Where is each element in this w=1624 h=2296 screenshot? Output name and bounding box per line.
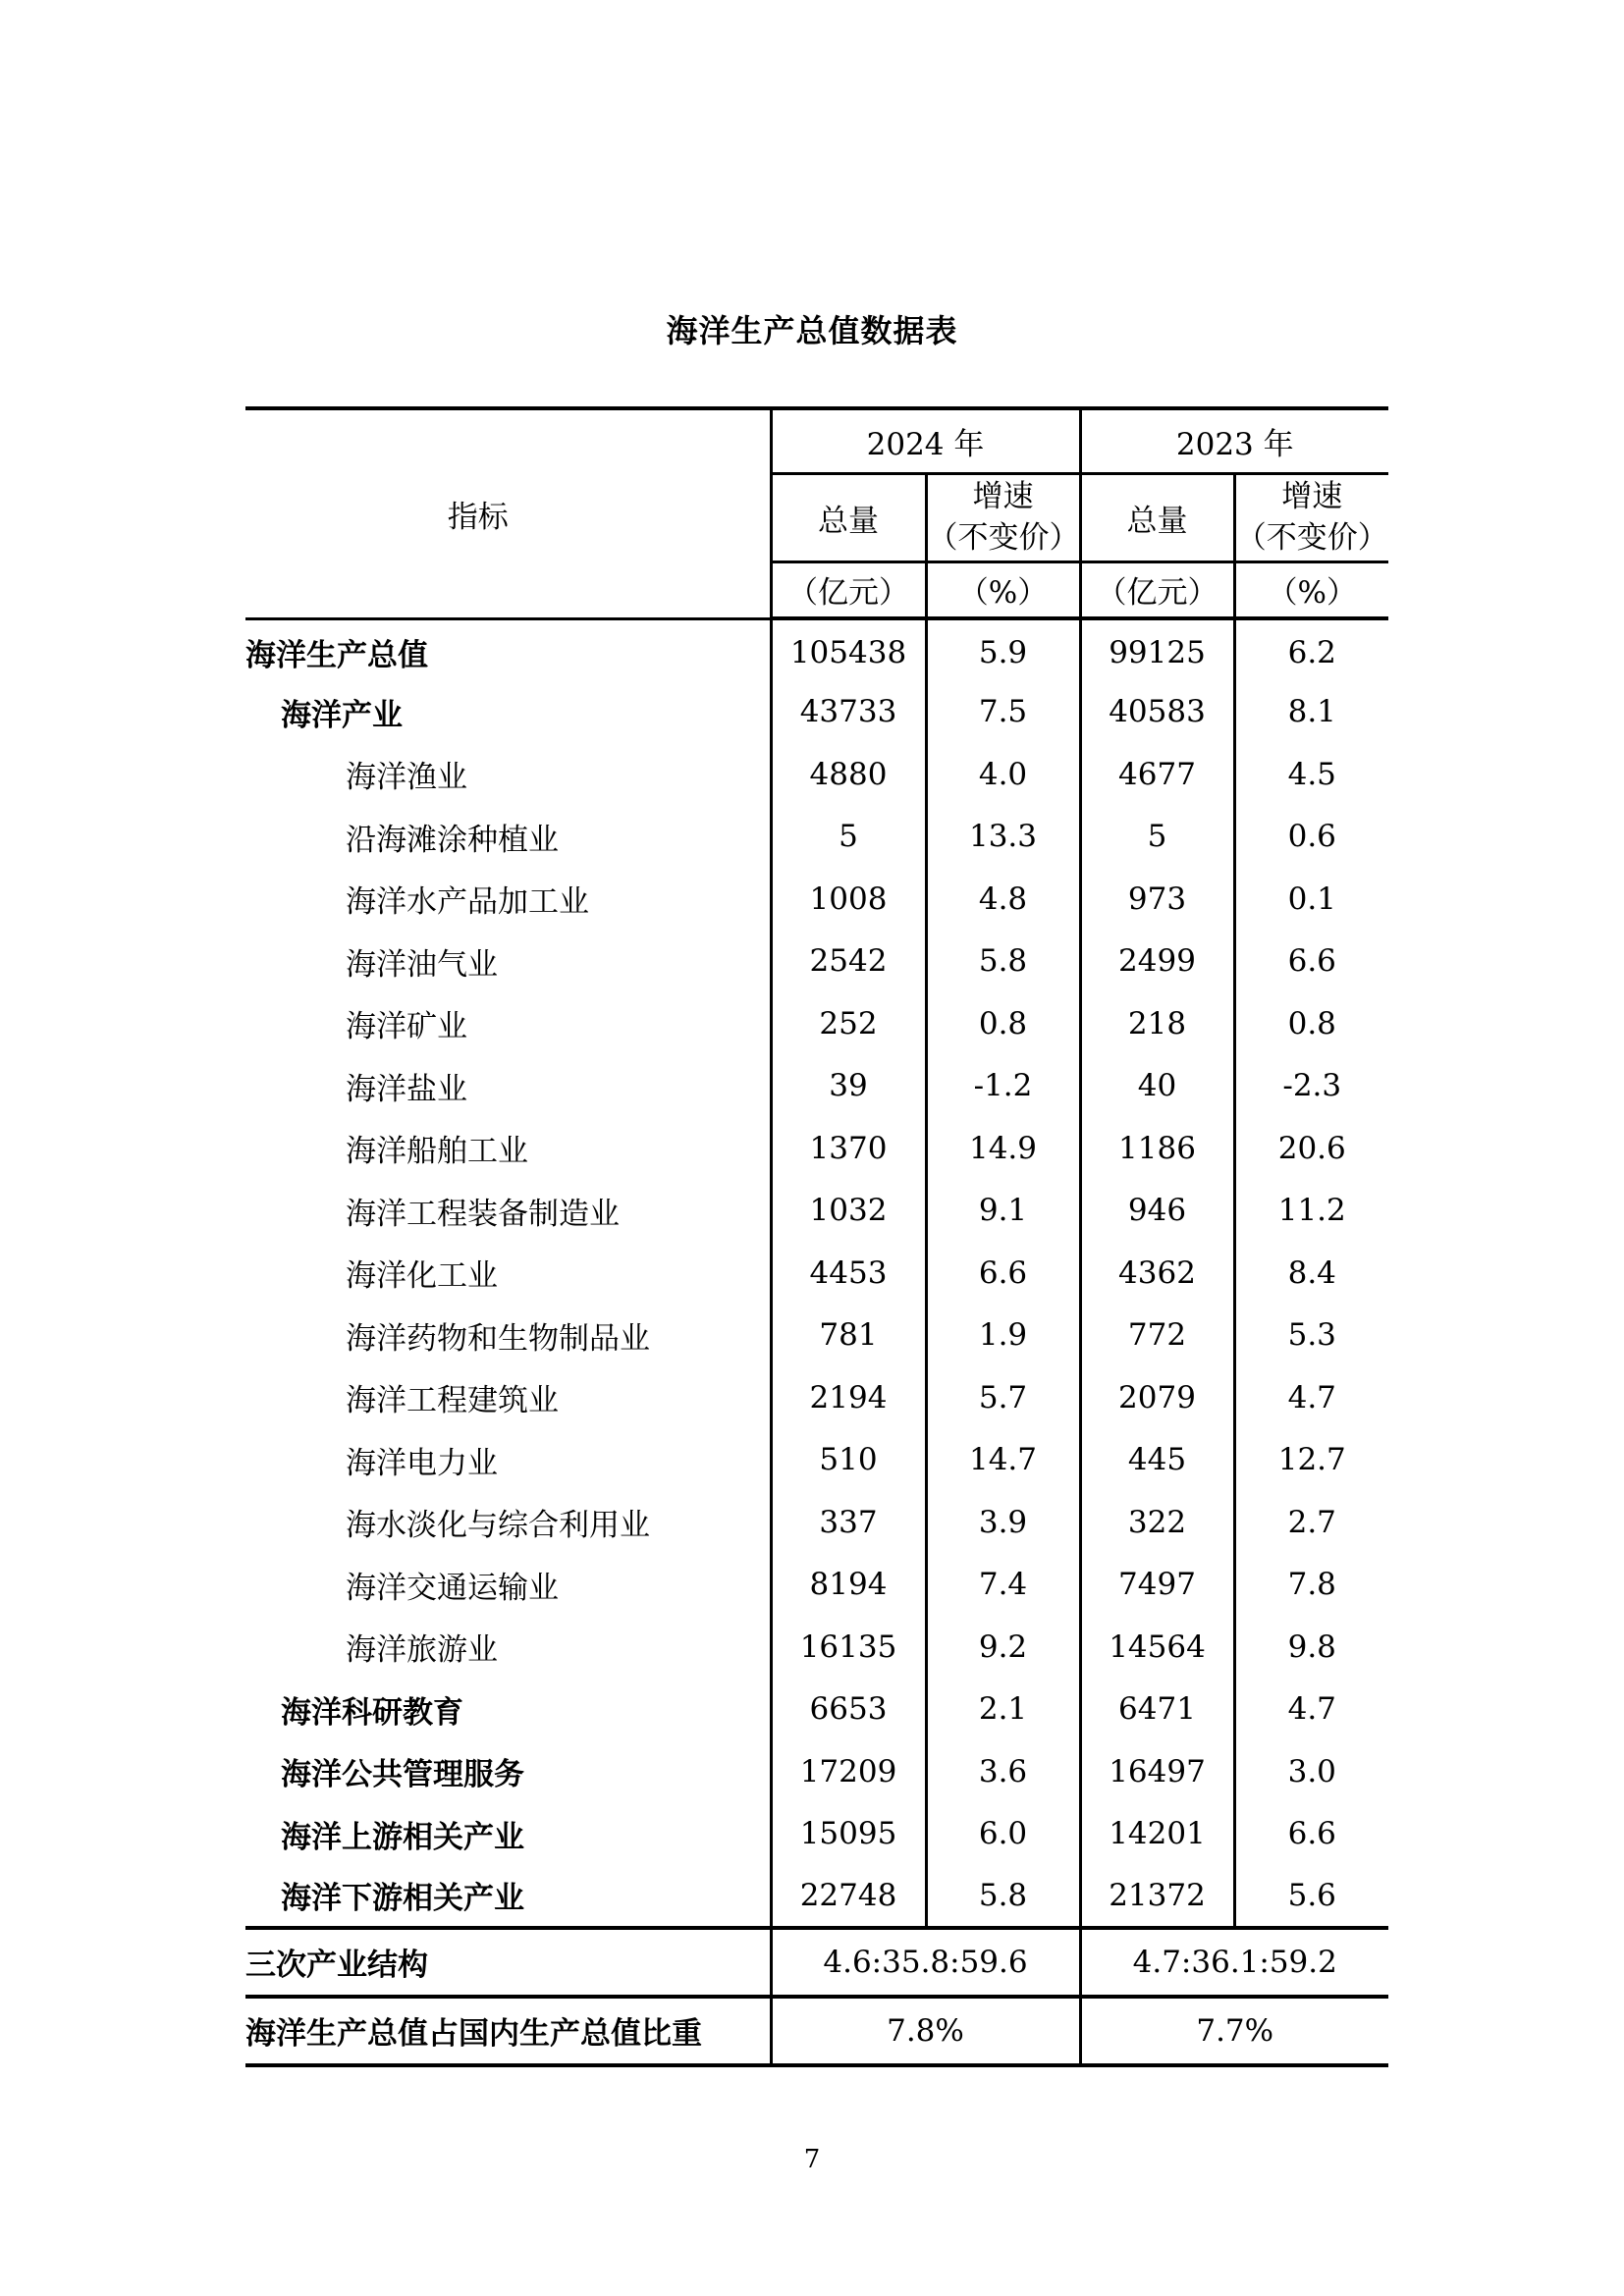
total-2024-cell: 1032 — [771, 1180, 926, 1243]
growth-2024-cell: 13.3 — [926, 806, 1080, 869]
growth-2024-cell: 3.9 — [926, 1491, 1080, 1554]
row-label: 海水淡化与综合利用业 — [245, 1491, 771, 1554]
total-2023-cell: 973 — [1080, 868, 1234, 931]
row-label: 海洋水产品加工业 — [245, 868, 771, 931]
table-row — [245, 1242, 1388, 1305]
growth-2023-cell: 11.2 — [1277, 1193, 1346, 1229]
total-2024-cell: 781 — [771, 1305, 926, 1367]
growth-2023-cell: 12.7 — [1277, 1442, 1346, 1478]
growth-2024-cell: 2.1 — [926, 1679, 1080, 1741]
row-label: 海洋生产总值 — [245, 618, 771, 681]
total-2023-cell: 5 — [1080, 806, 1234, 869]
total-2024-cell: 4880 — [771, 743, 926, 806]
row-label: 沿海滩涂种植业 — [245, 806, 771, 869]
growth-2024-line1: 增速 — [972, 479, 1034, 514]
total-2023-cell: 445 — [1080, 1429, 1234, 1492]
table-row — [245, 931, 1388, 993]
total-2023-cell: 21372 — [1080, 1865, 1234, 1928]
row-label: 海洋产业 — [245, 681, 771, 744]
growth-2024-cell: -1.2 — [926, 1055, 1080, 1118]
growth-2023-cell: 20.6 — [1277, 1130, 1346, 1166]
growth-2023-cell: 0.1 — [1287, 881, 1336, 917]
growth-2024-cell: 5.7 — [926, 1366, 1080, 1429]
growth-2024-cell: 6.0 — [926, 1803, 1080, 1866]
growth-2024-cell: 14.9 — [926, 1117, 1080, 1180]
structure-2023: 4.7:36.1:59.2 — [1080, 1928, 1388, 1997]
total-2023-cell: 218 — [1080, 992, 1234, 1055]
growth-2023-cell: 5.3 — [1287, 1317, 1336, 1354]
total-2023-cell: 1186 — [1080, 1117, 1234, 1180]
growth-2023-cell: 4.7 — [1287, 1379, 1336, 1415]
row-label: 海洋化工业 — [245, 1242, 771, 1305]
growth-2023-cell: 5.6 — [1287, 1877, 1336, 1913]
growth-2024-cell: 3.6 — [926, 1740, 1080, 1803]
total-2023-cell: 40 — [1080, 1055, 1234, 1118]
total-2023-cell: 6471 — [1080, 1679, 1234, 1741]
growth-2023-cell: 4.5 — [1287, 756, 1336, 792]
total-2023-cell: 4677 — [1080, 743, 1234, 806]
growth-2024-cell: 9.2 — [926, 1616, 1080, 1679]
table-row — [245, 1491, 1388, 1554]
gdp-share-row — [245, 1997, 1388, 2065]
total-2024-cell: 252 — [771, 992, 926, 1055]
growth-2023-header — [1234, 473, 1388, 561]
total-2024-cell: 510 — [771, 1429, 926, 1492]
growth-2023-cell: 9.8 — [1287, 1629, 1336, 1665]
total-2024-cell: 39 — [771, 1055, 926, 1118]
growth-2023-cell: -2.3 — [1282, 1068, 1342, 1104]
table-row — [245, 1679, 1388, 1741]
total-2024-cell: 5 — [771, 806, 926, 869]
ocean-gdp-table — [245, 406, 1388, 2067]
total-2023-cell: 14564 — [1080, 1616, 1234, 1679]
growth-2024-line2: （不变价） — [927, 520, 1080, 556]
total-2023-header: 总量 — [1080, 473, 1234, 561]
growth-2024-cell: 5.9 — [926, 618, 1080, 681]
table-row — [245, 1305, 1388, 1367]
row-label: 海洋上游相关产业 — [245, 1803, 771, 1866]
growth-2024-cell: 0.8 — [926, 992, 1080, 1055]
indicator-header: 指标 — [245, 408, 771, 618]
row-label: 海洋工程建筑业 — [245, 1366, 771, 1429]
table-row — [245, 1055, 1388, 1118]
total-2023-cell: 14201 — [1080, 1803, 1234, 1866]
growth-2024-cell: 5.8 — [926, 1865, 1080, 1928]
growth-2024-cell: 6.6 — [926, 1242, 1080, 1305]
total-2024-cell: 6653 — [771, 1679, 926, 1741]
growth-2023-cell: 6.6 — [1287, 943, 1336, 980]
table-row — [245, 1366, 1388, 1429]
structure-label: 三次产业结构 — [245, 1928, 771, 1997]
growth-2024-cell: 1.9 — [926, 1305, 1080, 1367]
row-label: 海洋公共管理服务 — [245, 1740, 771, 1803]
growth-2023-cell: 8.1 — [1287, 694, 1336, 730]
unit-total-2024: （亿元） — [771, 561, 926, 618]
unit-total-2023: （亿元） — [1080, 561, 1234, 618]
total-2023-cell: 2079 — [1080, 1366, 1234, 1429]
unit-growth-2024: （%） — [926, 561, 1080, 618]
structure-2024: 4.6:35.8:59.6 — [771, 1928, 1080, 1997]
total-2023-cell: 16497 — [1080, 1740, 1234, 1803]
total-2024-cell: 2194 — [771, 1366, 926, 1429]
share-2024: 7.8% — [771, 1997, 1080, 2065]
row-label: 海洋科研教育 — [245, 1679, 771, 1741]
row-label: 海洋船舶工业 — [245, 1117, 771, 1180]
total-2023-cell: 2499 — [1080, 931, 1234, 993]
row-label: 海洋交通运输业 — [245, 1554, 771, 1617]
total-2023-cell: 946 — [1080, 1180, 1234, 1243]
growth-2023-cell: 0.6 — [1287, 819, 1336, 855]
row-label: 海洋盐业 — [245, 1055, 771, 1118]
unit-growth-2023: （%） — [1234, 561, 1388, 618]
growth-2024-header — [926, 473, 1080, 561]
total-2024-header: 总量 — [771, 473, 926, 561]
table-row — [245, 618, 1388, 681]
growth-2024-cell: 4.8 — [926, 868, 1080, 931]
growth-2024-cell: 7.4 — [926, 1554, 1080, 1617]
total-2024-cell: 337 — [771, 1491, 926, 1554]
total-2023-cell: 7497 — [1080, 1554, 1234, 1617]
total-2023-cell: 772 — [1080, 1305, 1234, 1367]
total-2024-cell: 15095 — [771, 1803, 926, 1866]
total-2024-cell: 16135 — [771, 1616, 926, 1679]
table-row — [245, 1554, 1388, 1617]
growth-2023-cell: 2.7 — [1287, 1504, 1336, 1540]
total-2024-cell: 1370 — [771, 1117, 926, 1180]
page-number: 7 — [803, 2145, 821, 2174]
total-2024-cell: 4453 — [771, 1242, 926, 1305]
table-row — [245, 681, 1388, 744]
share-label: 海洋生产总值占国内生产总值比重 — [245, 1997, 771, 2065]
growth-2023-line1: 增速 — [1281, 479, 1343, 514]
total-2024-cell: 43733 — [771, 681, 926, 744]
total-2024-cell: 2542 — [771, 931, 926, 993]
growth-2023-cell: 8.4 — [1287, 1255, 1336, 1291]
year-2024-header: 2024 年 — [771, 408, 1080, 473]
row-label: 海洋矿业 — [245, 992, 771, 1055]
total-2023-cell: 99125 — [1080, 618, 1234, 681]
table-row — [245, 806, 1388, 869]
total-2023-cell: 322 — [1080, 1491, 1234, 1554]
total-2023-cell: 4362 — [1080, 1242, 1234, 1305]
growth-2023-cell: 3.0 — [1287, 1753, 1336, 1789]
row-label: 海洋电力业 — [245, 1429, 771, 1492]
growth-2024-cell: 14.7 — [926, 1429, 1080, 1492]
total-2024-cell: 8194 — [771, 1554, 926, 1617]
table-title: 海洋生产总值数据表 — [666, 312, 958, 349]
growth-2023-cell: 4.7 — [1287, 1691, 1336, 1728]
total-2024-cell: 105438 — [771, 618, 926, 681]
total-2024-cell: 17209 — [771, 1740, 926, 1803]
header-row-years — [245, 408, 1388, 473]
total-2024-cell: 1008 — [771, 868, 926, 931]
table-row — [245, 743, 1388, 806]
row-label: 海洋旅游业 — [245, 1616, 771, 1679]
table-row — [245, 1180, 1388, 1243]
industry-structure-row — [245, 1928, 1388, 1997]
row-label: 海洋油气业 — [245, 931, 771, 993]
table-row — [245, 992, 1388, 1055]
total-2023-cell: 40583 — [1080, 681, 1234, 744]
table-row — [245, 1865, 1388, 1928]
table-row — [245, 1803, 1388, 1866]
table-row — [245, 1616, 1388, 1679]
year-2023-header: 2023 年 — [1080, 408, 1388, 473]
growth-2023-cell: 0.8 — [1287, 1005, 1336, 1041]
row-label: 海洋下游相关产业 — [245, 1865, 771, 1928]
growth-2024-cell: 9.1 — [926, 1180, 1080, 1243]
growth-2024-cell: 4.0 — [926, 743, 1080, 806]
growth-2023-cell: 6.6 — [1287, 1816, 1336, 1852]
growth-2023-line2: （不变价） — [1235, 520, 1388, 556]
table-row — [245, 1429, 1388, 1492]
table-row — [245, 1117, 1388, 1180]
growth-2023-cell: 6.2 — [1287, 634, 1336, 670]
row-label: 海洋工程装备制造业 — [245, 1180, 771, 1243]
growth-2023-cell: 7.8 — [1287, 1567, 1336, 1603]
row-label: 海洋药物和生物制品业 — [245, 1305, 771, 1367]
row-label: 海洋渔业 — [245, 743, 771, 806]
total-2024-cell: 22748 — [771, 1865, 926, 1928]
share-2023: 7.7% — [1080, 1997, 1388, 2065]
growth-2024-cell: 5.8 — [926, 931, 1080, 993]
growth-2024-cell: 7.5 — [926, 681, 1080, 744]
table-row — [245, 868, 1388, 931]
table-row — [245, 1740, 1388, 1803]
